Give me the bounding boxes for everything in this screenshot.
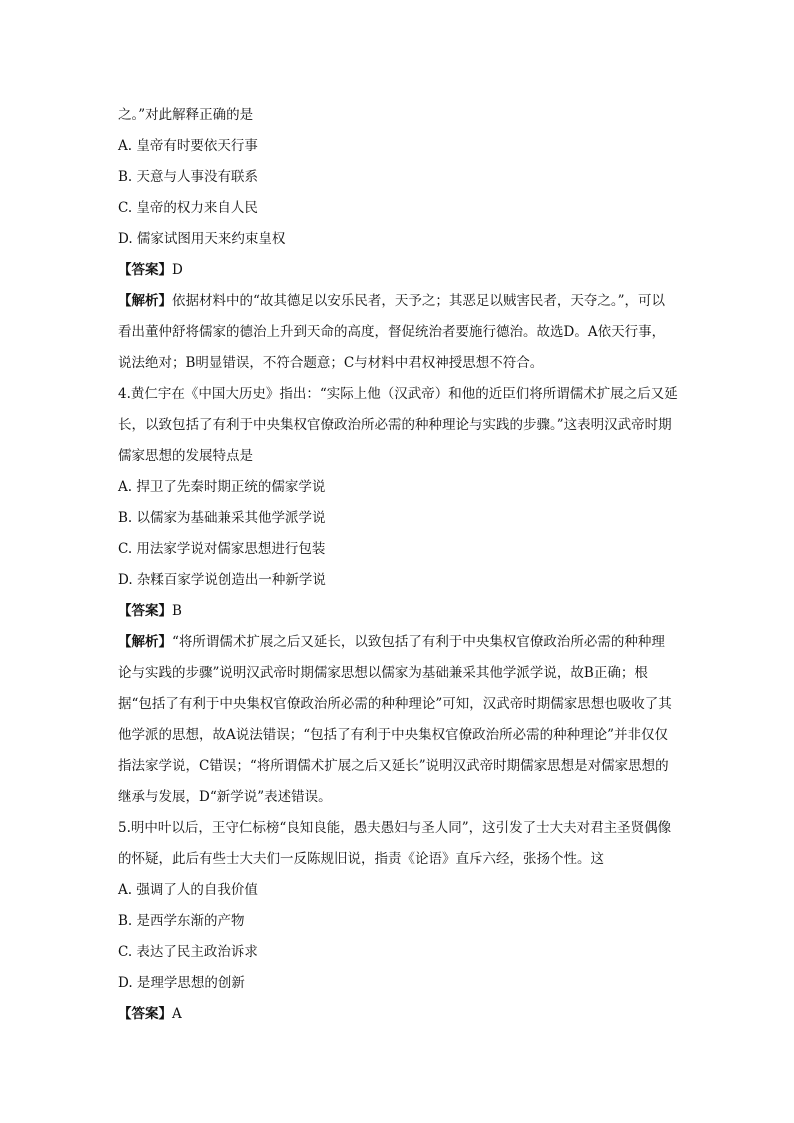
q3-analysis-text: 依据材料中的“故其德足以安乐民者，天予之；其恶足以贼害民者，天夺之。”，可以看出董仲舒将儒家的德治上升到天命的高度，督促统治者要施行德治。故选D。A依天行事，说法绝对；B明显错误，不符合题意；C与材料中君权神授思想不符合。 (118, 293, 666, 371)
q3-stem-tail: 之。”对此解释正确的是 (118, 107, 254, 123)
q5-answer-value: A (172, 1006, 182, 1022)
q5-answer (118, 999, 678, 1030)
q3-analysis (118, 286, 678, 379)
q4-answer-label: 【答案】 (118, 603, 172, 619)
q3-option-c: C. 皇帝的权力来自人民 (118, 200, 258, 216)
q3-answer-value: D (172, 262, 183, 278)
q3-option-a: A. 皇帝有时要依天行事 (118, 138, 258, 154)
q5-answer-label: 【答案】 (118, 1006, 172, 1022)
q3-analysis-label: 【解析】 (118, 293, 172, 309)
q4-analysis-text: “将所谓儒术扩展之后又延长，以致包括了有利于中央集权官僚政治所必需的种种理论与实践的步骤”说明汉武帝时期儒家思想以儒家为基础兼采其他学派学说，故B正确；根据“包括了有利于中央集权官僚政治所必需的种种理论”可知，汉武帝时期儒家思想也吸收了其他学派的思想，故A说法错误；“包括了有利于中央集权官僚政治所必需的种种理论”并非仅仅指法家学说，C错误；“将所谓儒术扩展之后又延长”说明汉武帝时期儒家思想是对儒家思想的继承与发展，D“新学说”表述错误。 (118, 634, 672, 805)
q4-option-a: A. 捍卫了先秦时期正统的儒家学说 (118, 479, 326, 495)
q4-answer-value: B (172, 603, 182, 619)
q4-option-c: C. 用法家学说对儒家思想进行包装 (118, 541, 326, 557)
q4-stem: 4.黄仁宇在《中国大历史》指出：“实际上他（汉武帝）和他的近臣们将所谓儒术扩展之后又延长，以致包括了有利于中央集权官僚政治所必需的种种理论与实践的步骤。”这表明汉武帝时期儒家思想的发展特点是 (118, 386, 678, 464)
q4-option-d: D. 杂糅百家学说创造出一种新学说 (118, 572, 326, 588)
q4-answer (118, 596, 678, 627)
q5-stem: 5.明中叶以后，王守仁标榜“良知良能，愚夫愚妇与圣人同”，这引发了士大夫对君主圣贤偶像的怀疑，此后有些士大夫们一反陈规旧说，指责《论语》直斥六经，张扬个性。这 (118, 820, 672, 867)
q4-option-b: B. 以儒家为基础兼采其他学派学说 (118, 510, 326, 526)
q4-analysis-label: 【解析】 (118, 634, 172, 650)
q5-option-a: A. 强调了人的自我价值 (118, 882, 258, 898)
q3-option-b: B. 天意与人事没有联系 (118, 169, 259, 185)
q5-option-c: C. 表达了民主政治诉求 (118, 944, 258, 960)
q5-option-b: B. 是西学东渐的产物 (118, 913, 245, 929)
q5-option-d: D. 是理学思想的创新 (118, 975, 245, 991)
q4-analysis (118, 627, 678, 813)
q3-answer-label: 【答案】 (118, 262, 172, 278)
q3-answer (118, 255, 678, 286)
document-content (118, 100, 678, 1030)
q3-option-d: D. 儒家试图用天来约束皇权 (118, 231, 286, 247)
